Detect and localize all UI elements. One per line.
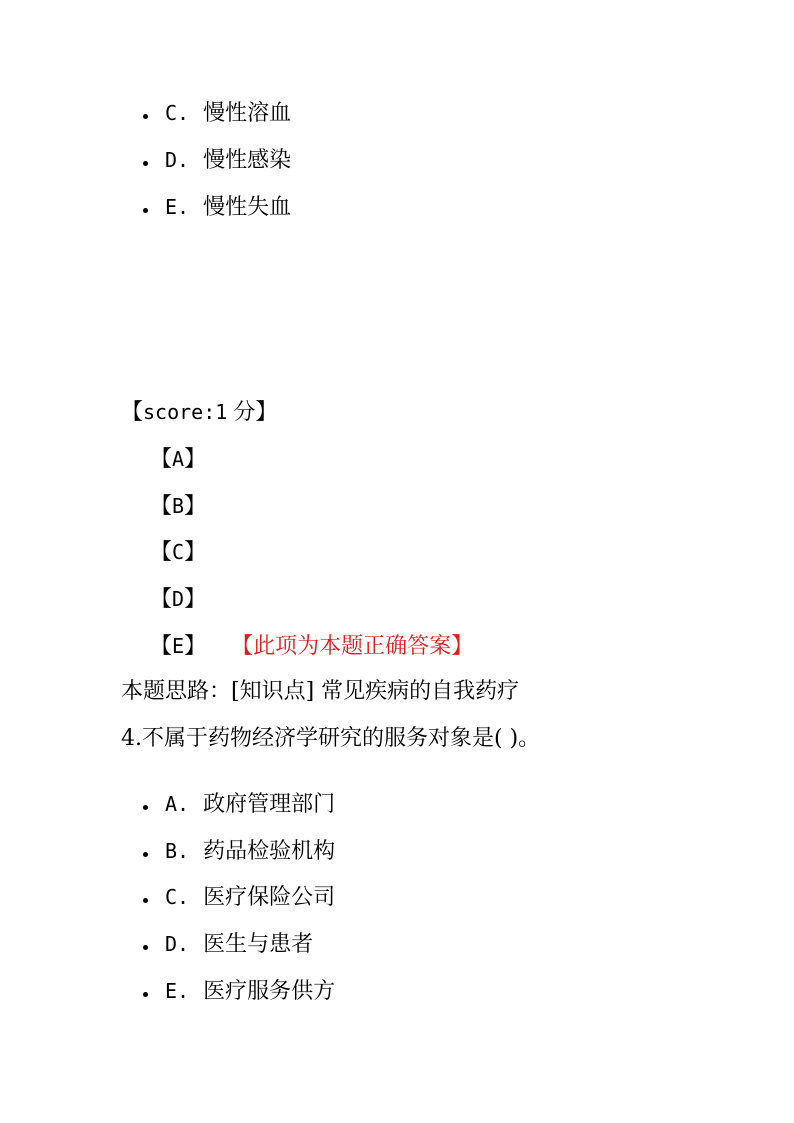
option-separator: . (177, 979, 190, 1003)
score-header (121, 397, 277, 428)
option-letter: D (165, 148, 178, 172)
option-separator: . (177, 885, 190, 909)
answer-letter: C (172, 540, 185, 564)
option-text: 医疗保险公司 (203, 885, 336, 910)
option-letter: B (165, 839, 178, 863)
option-separator: . (177, 839, 190, 863)
list-item (143, 789, 335, 820)
answer-letter: B (172, 494, 185, 518)
option-letter: C (165, 101, 178, 125)
bullet-icon (143, 945, 148, 950)
answer-option-a (150, 444, 206, 475)
answer-letter: A (172, 447, 185, 471)
answer-option-c (150, 537, 206, 568)
option-text: 慢性感染 (203, 148, 292, 173)
list-item (143, 882, 335, 913)
answer-letter: D (172, 587, 185, 611)
option-letter: A (165, 792, 178, 816)
answer-option-e (150, 631, 473, 662)
bracket-close: 】 (184, 634, 207, 659)
answer-option-d (150, 584, 206, 615)
bracket-open: 【 (150, 634, 173, 659)
question-stem: 4.不属于药物经济学研究的服务对象是( )。 (121, 726, 541, 751)
bracket-close: 】 (184, 587, 207, 612)
bullet-icon (143, 208, 148, 213)
bracket-close: 】 (184, 447, 207, 472)
bullet-icon (143, 992, 148, 997)
list-item (143, 929, 313, 960)
bullet-icon (143, 805, 148, 810)
correct-answer-mark: 【此项为本题正确答案】 (242, 634, 474, 659)
analysis-text: 本题思路：[知识点] 常见疾病的自我药疗 (121, 679, 520, 704)
bullet-icon (143, 161, 148, 166)
option-letter: E (165, 979, 178, 1003)
option-separator: . (177, 932, 190, 956)
bullet-icon (143, 852, 148, 857)
bracket-close: 】 (255, 400, 278, 425)
option-text: 慢性失血 (203, 195, 292, 220)
bracket-open: 【 (150, 447, 173, 472)
option-separator: . (177, 792, 190, 816)
bracket-close: 】 (184, 494, 207, 519)
option-text: 医生与患者 (203, 932, 314, 957)
list-item (143, 145, 291, 176)
option-letter: C (165, 885, 178, 909)
option-letter: D (165, 932, 178, 956)
list-item (143, 976, 335, 1007)
option-separator: . (177, 148, 190, 172)
option-text: 药品检验机构 (203, 839, 336, 864)
list-item (143, 836, 335, 867)
answer-option-b (150, 491, 206, 522)
option-text: 医疗服务供方 (203, 979, 336, 1004)
answer-letter: E (172, 634, 185, 658)
list-item (143, 192, 291, 223)
option-text: 慢性溶血 (203, 101, 292, 126)
bracket-open: 【 (150, 587, 173, 612)
option-letter: E (165, 195, 178, 219)
bullet-icon (143, 898, 148, 903)
option-separator: . (177, 101, 190, 125)
bracket-close: 】 (184, 540, 207, 565)
bracket-open: 【 (150, 494, 173, 519)
option-text: 政府管理部门 (203, 792, 336, 817)
bracket-open: 【 (150, 540, 173, 565)
score-label: score:1 (143, 400, 228, 424)
bracket-open: 【 (121, 400, 144, 425)
option-separator: . (177, 195, 190, 219)
score-unit: 分 (233, 400, 256, 425)
list-item (143, 98, 291, 129)
bullet-icon (143, 114, 148, 119)
